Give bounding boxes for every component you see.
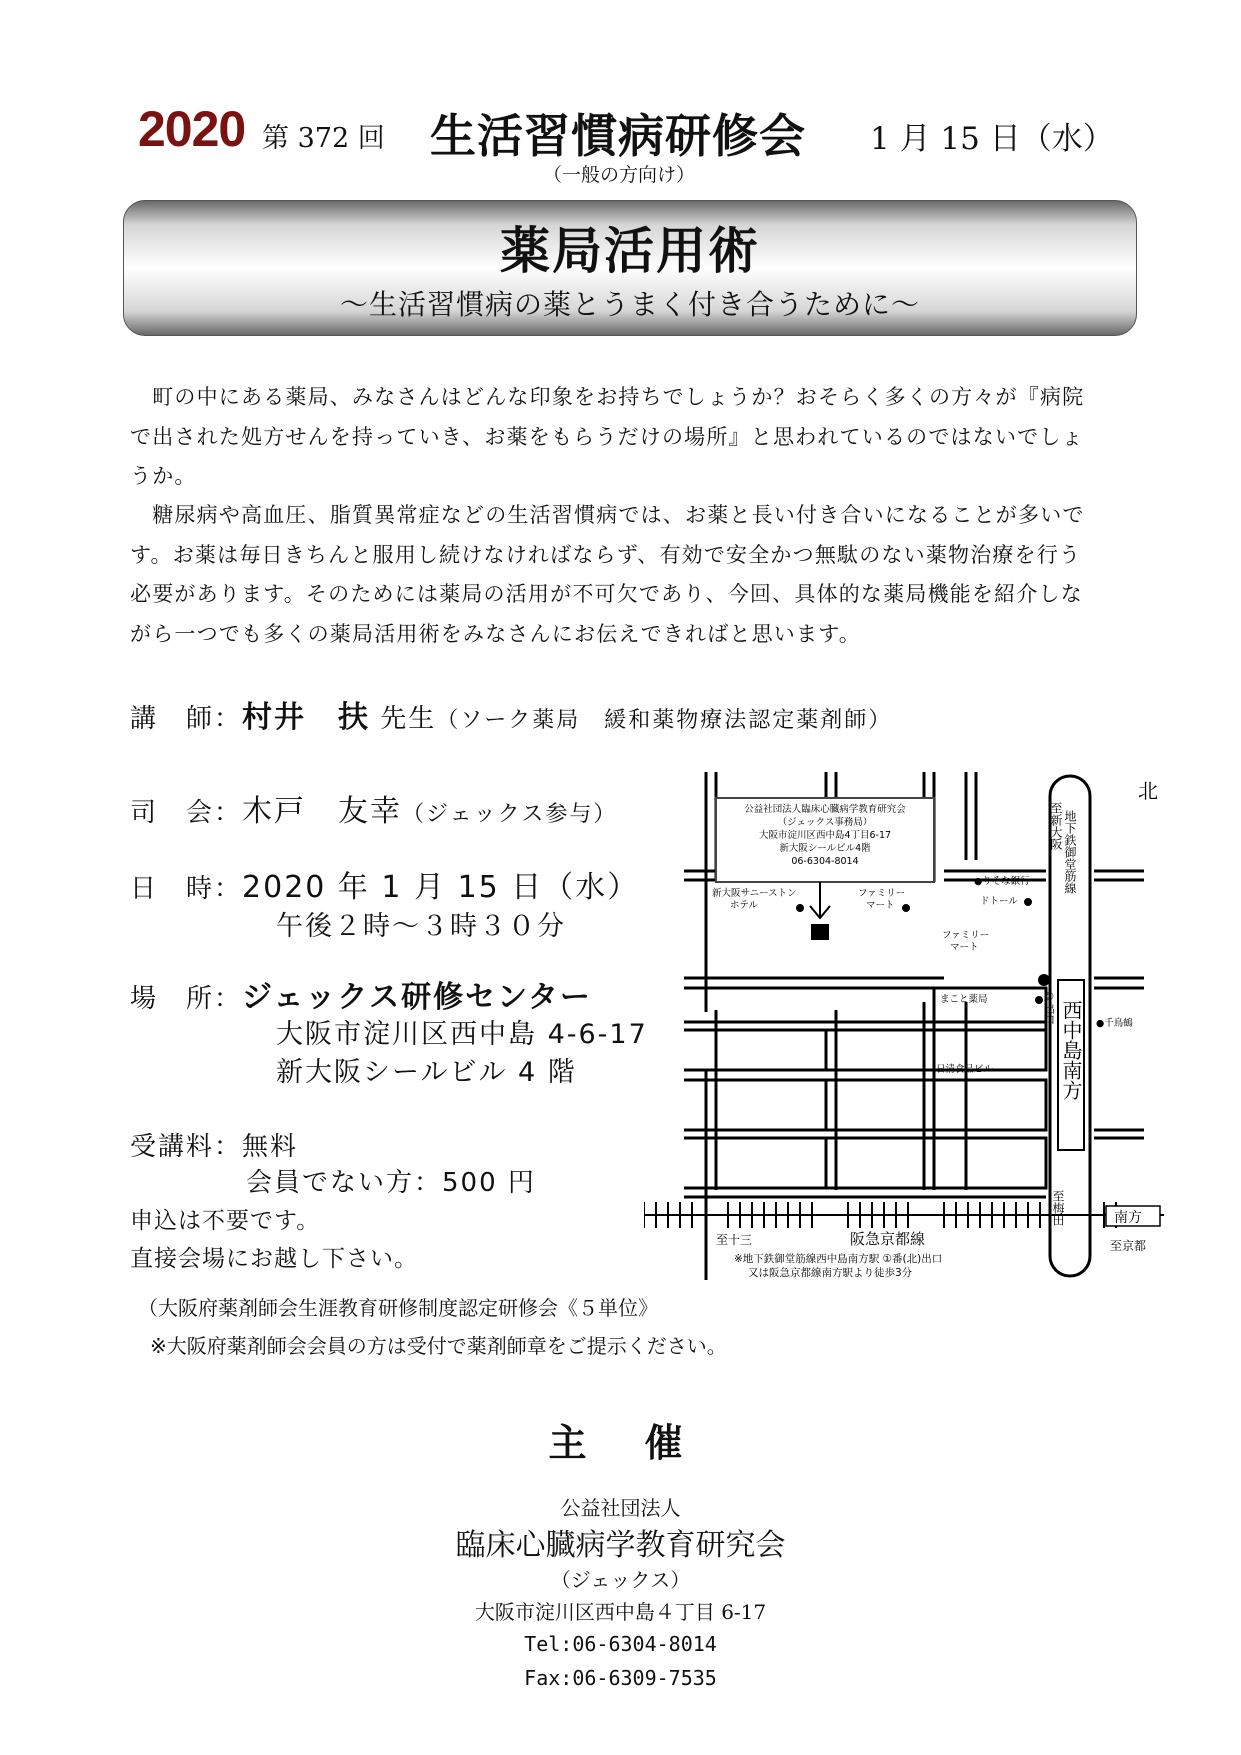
map-access-line: ※地下鉄御堂筋線西中島南方駅 ①番(北)出口 <box>734 1253 943 1265</box>
map-senbazuru: ●千鳥鶴 <box>1096 1018 1133 1029</box>
host-tel: Tel:06-6304-8014 <box>524 1632 717 1656</box>
map-nisshin: 日清食品ビル <box>936 1064 994 1075</box>
datetime-date: 2020 年 1 月 15 日（水） <box>242 870 640 905</box>
venue-label: 場 所： <box>130 984 243 1014</box>
moderator-label: 司 会： <box>130 798 243 828</box>
lecturer-row <box>130 692 892 736</box>
office-line: 公益社団法人臨床心臓病学教育研究会 <box>744 804 906 815</box>
lecturer-label: 講 師： <box>130 704 243 734</box>
fee-label: 受講料： <box>130 1132 243 1162</box>
exit-marker <box>1038 974 1050 986</box>
map-hankyu-line: 阪急京都線 <box>850 1230 926 1248</box>
banner-subtitle: ～生活習慣病の薬とうまく付き合うために～ <box>339 288 920 321</box>
fee-free: 無料 <box>242 1132 299 1162</box>
office-line: （ジェックス事務局） <box>777 817 873 828</box>
intro-paragraph-2: 糖尿病や高血圧、脂質異常症などの生活習慣病では、お薬と長い付き合いになることが多いです。お薬は毎日きちんと服用し続けなければならず、有効で安全かつ無駄のない薬物治療を行う必要があります。そのためには薬局の活用が不可欠であり、今回、具体的な薬局機能を紹介しながら一つでも多くの薬局活用術をみなさんにお伝えできればと思います。 <box>130 503 1085 646</box>
datetime-time: 午後２時～３時３０分 <box>276 911 566 942</box>
access-map <box>644 770 1184 1290</box>
map-station-name: 西中島南方 <box>1059 1000 1083 1100</box>
venue-name: ジェックス研修センター <box>242 980 592 1015</box>
year: 2020 <box>138 101 246 157</box>
note-no-application: 申込は不要です。 <box>130 1208 321 1234</box>
host-fax: Fax:06-6309-7535 <box>524 1666 717 1690</box>
venue-building: 新大阪シールビル 4 階 <box>276 1057 577 1088</box>
map-north: 北 <box>1138 779 1158 803</box>
office-line: 大阪市淀川区西中島4丁目6-17 <box>758 830 892 841</box>
datetime-row <box>130 862 639 906</box>
map-to-umeda: 至梅田 <box>1051 1190 1065 1226</box>
banner-title: 薬局活用術 <box>500 222 760 280</box>
credit-note: ※大阪府薬剤師会会員の方は受付で薬剤師章をご提示ください。 <box>150 1334 727 1358</box>
host-heading: 主 催 <box>548 1421 693 1465</box>
note-direct-visit: 直接会場にお越し下さい。 <box>130 1246 418 1272</box>
host-org-abbr: （ジェックス） <box>550 1568 691 1592</box>
host-address: 大阪市淀川区西中島４丁目 6-17 <box>474 1600 767 1624</box>
venue-marker <box>811 924 829 940</box>
map-to-juso: 至十三 <box>716 1233 753 1247</box>
lecturer-name: 村井 扶 <box>242 700 371 735</box>
venue-row <box>130 972 592 1016</box>
map-familymart-2: ファミリー <box>942 930 990 941</box>
map-to-shinosaka: 至新大阪 <box>1049 802 1063 850</box>
map-access-line: 又は阪急京都線南方駅より徒歩3分 <box>748 1267 913 1279</box>
audience: （一般の方向け） <box>543 164 696 186</box>
moderator-affiliation: （ジェックス参与） <box>402 802 618 827</box>
map-sunny-stone: 新大阪サニーストン <box>712 888 797 899</box>
credit-info: （大阪府薬剤師会生涯教育研修制度認定研修会《５単位》 <box>138 1296 658 1320</box>
venue-address: 大阪市淀川区西中島 4-6-17 <box>276 1019 648 1050</box>
map-to-kyoto: 至京都 <box>1110 1239 1147 1253</box>
event-date: 1 月 15 日（水） <box>870 121 1114 157</box>
datetime-label: 日 時： <box>130 874 243 904</box>
map-sunny-stone: ホテル <box>730 900 759 911</box>
intro-paragraph-1: 町の中にある薬局、みなさんはどんな印象をお持ちでしょうか？おそらく多くの方々が『病院で出された処方せんを持っていき、お薬をもらうだけの場所』と思われているのではないでしょうか。 <box>130 385 1085 488</box>
session-number: 第 372 回 <box>262 123 385 154</box>
map-resona: ●りそな銀行 <box>974 876 1030 887</box>
map-access-note <box>734 1252 942 1279</box>
map-familymart-1: マート <box>866 900 895 911</box>
fee-nonmember: 会員でない方：500 円 <box>246 1168 536 1198</box>
fee-row <box>130 1126 298 1163</box>
map-exit: ①出口 <box>1042 990 1056 1025</box>
office-line: 06-6304-8014 <box>791 856 859 867</box>
host-org-name: 臨床心臓病学教育研究会 <box>455 1528 786 1563</box>
moderator-name: 木戸 友幸 <box>242 794 403 829</box>
map-familymart-1: ファミリー <box>858 888 906 899</box>
lecturer-title: 先生 <box>380 704 437 734</box>
page-title: 生活習慣病研修会 <box>430 109 806 163</box>
map-doutor: ドトール <box>980 896 1018 907</box>
map-subway-line: 地下鉄御堂筋線 <box>1063 810 1077 894</box>
map-makoto: まこと薬局 <box>940 994 988 1005</box>
map-familymart-2: マート <box>950 942 979 953</box>
host-org-type: 公益社団法人 <box>560 1496 681 1520</box>
moderator-row <box>130 786 617 830</box>
map-minamikata: 南方 <box>1114 1210 1142 1226</box>
office-line: 新大阪シールビル4階 <box>779 843 871 854</box>
title-banner <box>123 200 1137 336</box>
lecturer-affiliation: （ソーク薬局 緩和薬物療法認定薬剤師） <box>436 708 893 733</box>
